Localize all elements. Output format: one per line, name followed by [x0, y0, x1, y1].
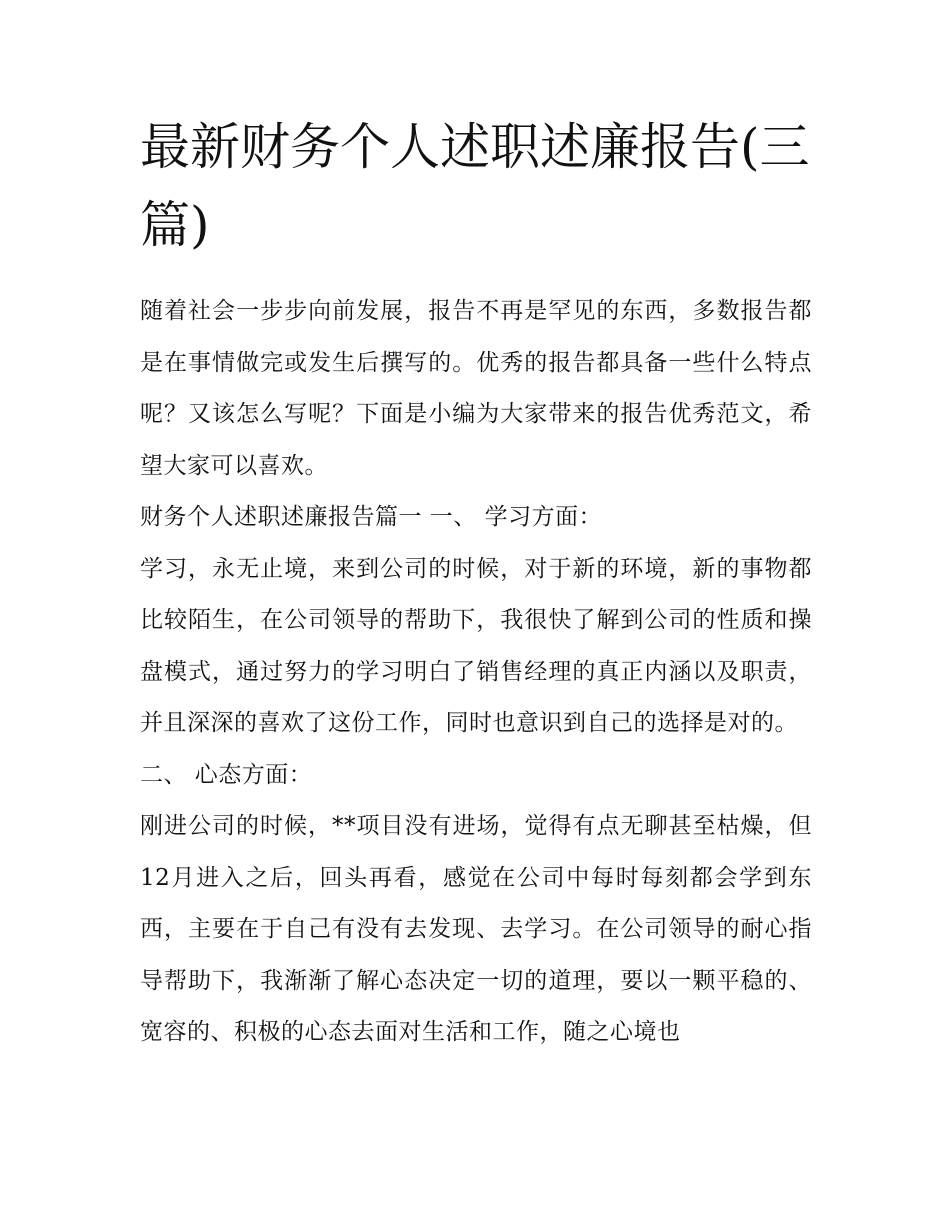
- document-page: [140, 108, 812, 1059]
- section-heading-mindset: 二、 心态方面：: [140, 761, 313, 788]
- intro-paragraph: 随着社会一步步向前发展，报告不再是罕见的东西，多数报告都是在事情做完或发生后撰写的。优秀的报告都具备一些什么特点呢？又该怎么写呢？下面是小编为大家带来的报告优秀范文，希望大家可以喜欢。: [140, 298, 812, 479]
- mindset-paragraph: 刚进公司的时候，**项目没有进场，觉得有点无聊甚至枯燥，但12月进入之后，回头再看，感觉在公司中每时每刻都会学到东西，主要在于自己有没有去发现、去学习。在公司领导的耐心指导帮助下，我渐渐了解心态决定一切的道理，要以一颗平稳的、宽容的、积极的心态去面对生活和工作，随之心境也: [140, 813, 812, 1045]
- study-paragraph: 学习，永无止境，来到公司的时候，对于新的环境，新的事物都比较陌生，在公司领导的帮助下，我很快了解到公司的性质和操盘模式，通过努力的学习明白了销售经理的真正内涵以及职责，并且深深的喜欢了这份工作，同时也意识到自己的选择是对的。: [140, 555, 812, 736]
- document-title: 最新财务个人述职述廉报告(三篇): [140, 118, 810, 254]
- section-heading-study: 财务个人述职述廉报告篇一 一、 学习方面：: [140, 504, 603, 530]
